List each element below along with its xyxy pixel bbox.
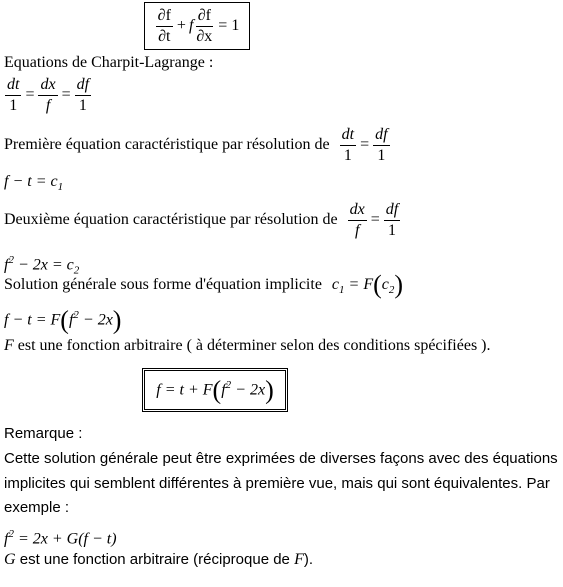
numerator: dt xyxy=(5,76,21,96)
numerator: dx xyxy=(348,201,367,221)
denominator: f xyxy=(45,97,51,114)
equation-text: f − t = F xyxy=(4,311,61,329)
superscript: 2 xyxy=(225,379,232,392)
equation-text: = 2x + G(f − t) xyxy=(13,530,117,548)
subscript: 1 xyxy=(339,284,345,297)
c-variable: c xyxy=(331,276,340,293)
numerator: df xyxy=(373,126,389,146)
subscript: 2 xyxy=(388,284,395,297)
pde-box xyxy=(144,2,250,50)
boxed-solution xyxy=(142,368,288,412)
F-variable: F xyxy=(294,551,304,568)
f-variable: f xyxy=(4,256,9,274)
f-variable: f xyxy=(221,381,226,399)
frac-df-1 xyxy=(75,76,91,115)
rhs: = 1 xyxy=(218,17,240,34)
denominator: 1 xyxy=(343,147,352,164)
numerator: df xyxy=(384,201,400,221)
equation-text: = F xyxy=(344,276,374,293)
F-variable: F xyxy=(4,337,14,354)
frac-dt-1 xyxy=(5,76,21,115)
closing-text: ). xyxy=(303,551,314,568)
arbitrary-F-line xyxy=(4,336,491,356)
pde-df-dx xyxy=(194,7,214,46)
charpit-equation: $\frac{dt}{1}$ = $\frac{dx}{f}$ = $\frac{df}{1}$ xyxy=(7,76,90,114)
denominator: 1 xyxy=(78,97,87,114)
frac-dx-f xyxy=(38,76,57,115)
arbitrary-G-line xyxy=(4,550,313,570)
equation-c1 xyxy=(4,172,63,197)
superscript: 2 xyxy=(8,528,14,540)
pde-df-dt xyxy=(156,7,173,46)
denominator: f xyxy=(354,222,360,239)
remark-line-2: implicites qui semblent différentes à première vue, mais qui sont équivalentes. Par xyxy=(4,475,550,492)
subscript: 2 xyxy=(73,264,80,277)
equation-text: f = t + F xyxy=(156,381,213,399)
first-characteristic-line: Première équation caractéristique par résolution de $\frac{dt}{1}$ = $\frac{df}{1}$ xyxy=(4,126,388,164)
f-variable: f xyxy=(4,530,9,548)
remark-line-1: Cette solution générale peut être exprimées de diverses façons avec des équations xyxy=(4,450,558,467)
denominator: ∂x xyxy=(196,27,213,45)
first-characteristic-text: Première équation caractéristique par résolution de xyxy=(4,136,330,154)
equation-text: f − t = c xyxy=(4,173,58,190)
general-solution-text: Solution générale sous forme d'équation implicite xyxy=(4,276,322,293)
denominator: 1 xyxy=(9,97,18,114)
arbitrary-G-text: est une fonction arbitraire (réciproque de xyxy=(15,551,295,568)
frac-dt-1 xyxy=(340,126,356,165)
numerator: ∂f xyxy=(156,7,173,27)
numerator: ∂f xyxy=(196,7,213,27)
second-characteristic-text: Deuxième équation caractéristique par résolution de xyxy=(4,211,338,229)
f-variable: f xyxy=(188,17,194,34)
subscript: 1 xyxy=(57,181,64,194)
remark-title: Remarque : xyxy=(4,425,83,442)
numerator: dt xyxy=(340,126,356,146)
denominator: 1 xyxy=(377,147,386,164)
superscript: 2 xyxy=(8,254,14,266)
heading-charpit: Equations de Charpit-Lagrange : xyxy=(4,54,214,71)
c-variable: c xyxy=(381,276,389,293)
denominator: 1 xyxy=(388,222,396,239)
equation-G xyxy=(4,524,117,549)
implicit-equation: $f - t = F(f^2 - 2x)$ xyxy=(4,305,122,335)
superscript: 2 xyxy=(73,309,79,321)
numerator: dx xyxy=(38,76,57,96)
equation-text: − 2x xyxy=(78,311,113,329)
frac-df-1 xyxy=(373,126,389,165)
frac-df-1 xyxy=(384,201,400,240)
numerator: df xyxy=(75,76,91,96)
denominator: ∂t xyxy=(158,27,171,45)
f-variable: f xyxy=(68,311,74,329)
plus-sign: + xyxy=(176,17,186,34)
remark-line-3: exemple : xyxy=(4,499,70,516)
arbitrary-F-text: est une fonction arbitraire ( à déterminer selon des conditions spécifiées ). xyxy=(13,337,491,354)
general-solution-line xyxy=(4,270,404,300)
second-characteristic-line: Deuxième équation caractéristique par résolution de $\frac{dx}{f}$ = $\frac{df}{1}$ xyxy=(4,201,399,239)
G-variable: G xyxy=(4,551,16,568)
equation-text: − 2x = c xyxy=(13,256,74,274)
boxed-solution-formula: $f = t + F(f^2 - 2x)$ xyxy=(156,375,274,405)
general-solution-formula: $c_1 = F(c_2)$ xyxy=(331,270,404,299)
frac-dx-f xyxy=(348,201,367,240)
equation-text: − 2x xyxy=(231,381,266,399)
